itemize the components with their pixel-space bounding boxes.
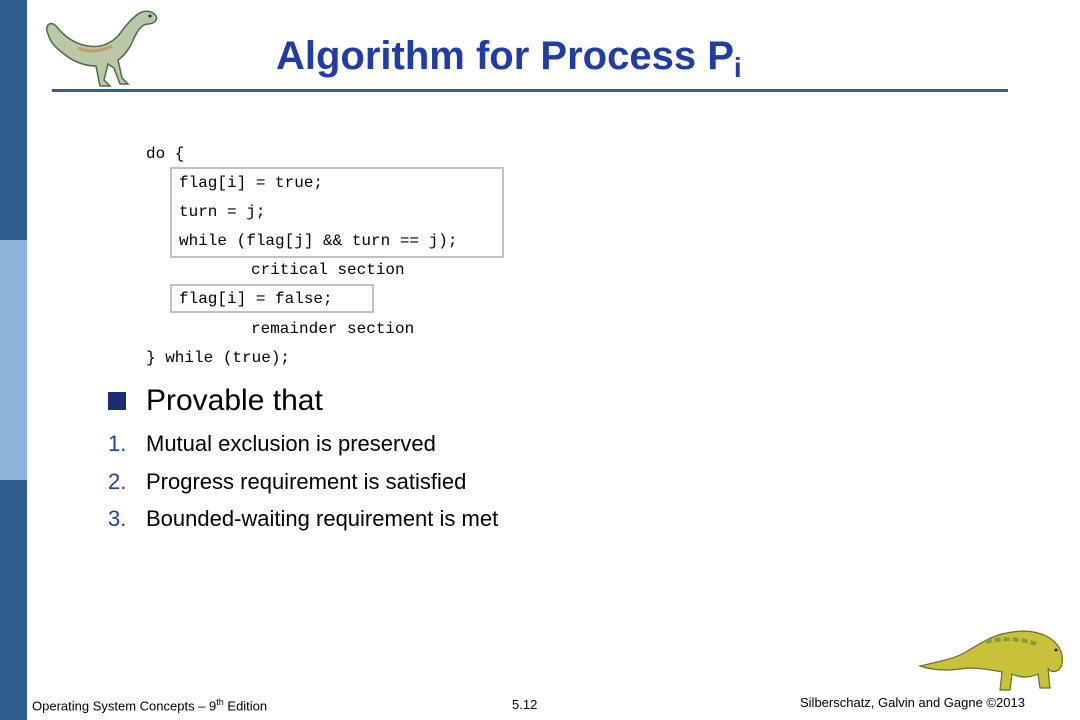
code-line: turn = j; bbox=[179, 203, 266, 221]
list-item-text: Mutual exclusion is preserved bbox=[146, 431, 436, 456]
slide-sidebar bbox=[0, 0, 27, 720]
footer-book-title bbox=[32, 697, 267, 713]
list-item-number: 2. bbox=[108, 469, 127, 494]
code-line: while (flag[j] && turn == j); bbox=[179, 232, 458, 250]
footer-page-number: 5.12 bbox=[512, 697, 538, 712]
square-bullet-icon bbox=[108, 392, 126, 410]
code-line: } while (true); bbox=[146, 349, 291, 367]
title-underline bbox=[52, 89, 1008, 92]
list-item-number: 3. bbox=[108, 506, 127, 531]
footer-copyright: Silberschatz, Galvin and Gagne ©2013 bbox=[800, 695, 1025, 710]
slide-title bbox=[276, 34, 742, 84]
sidebar-band-bottom bbox=[0, 480, 27, 720]
code-line: do { bbox=[146, 145, 185, 163]
footer-book-title-text: Operating System Concepts – 9 bbox=[32, 698, 217, 714]
list-item bbox=[108, 506, 498, 532]
title-subscript: i bbox=[733, 52, 742, 83]
footer-superscript: th bbox=[216, 697, 224, 707]
code-line: flag[i] = true; bbox=[179, 174, 324, 192]
dinosaur-footer-icon bbox=[916, 608, 1068, 700]
list-item-number: 1. bbox=[108, 431, 127, 456]
bullet-heading bbox=[108, 384, 323, 418]
list-item-text: Progress requirement is satisfied bbox=[146, 469, 467, 494]
title-text: Algorithm for Process P bbox=[276, 34, 734, 78]
sidebar-band-top bbox=[0, 0, 27, 240]
list-item-text: Bounded-waiting requirement is met bbox=[146, 506, 499, 531]
dinosaur-logo-icon bbox=[38, 6, 166, 90]
code-line: flag[i] = false; bbox=[179, 290, 333, 308]
bullet-heading-text: Provable that bbox=[146, 384, 323, 417]
list-item bbox=[108, 469, 466, 495]
sidebar-band-middle bbox=[0, 240, 27, 480]
footer-edition-text: Edition bbox=[223, 698, 268, 714]
list-item bbox=[108, 431, 436, 457]
code-line: remainder section bbox=[251, 320, 415, 338]
code-line: critical section bbox=[251, 261, 405, 279]
